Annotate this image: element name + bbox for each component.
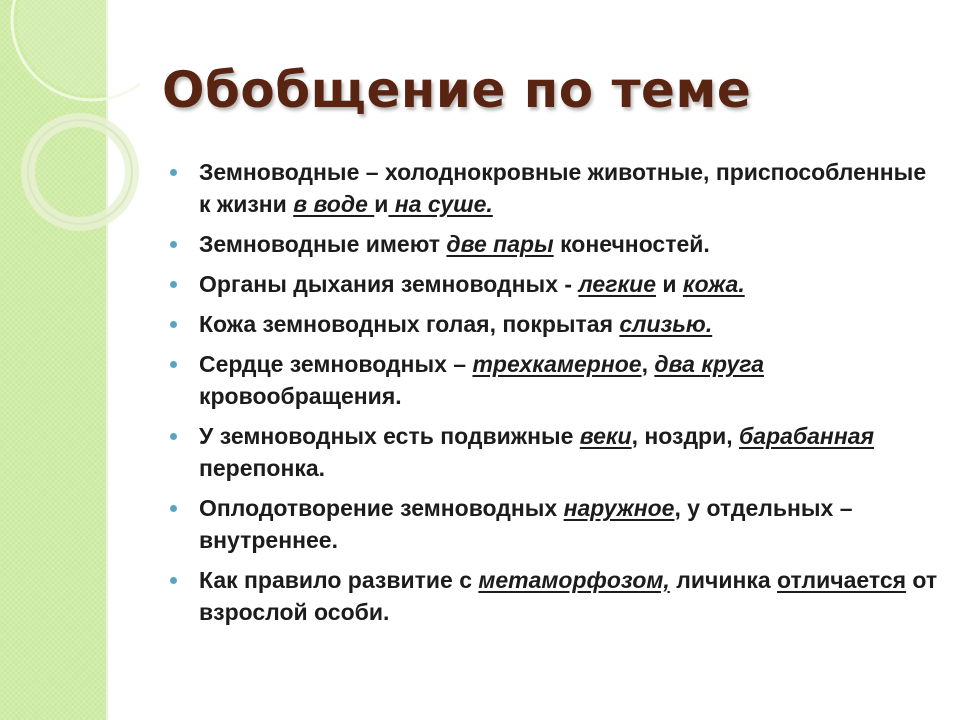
item-text: перепонка. [199,455,326,481]
answer-blank: трехкамерное [472,351,642,377]
answer-blank: кожа. [682,271,745,297]
bullet-dot-icon [170,577,177,584]
bullet-dot-icon [170,361,177,368]
item-text: , ноздри, [631,423,740,449]
item-text: , у отдельных – внутреннее. [199,495,853,553]
item-text: Органы дыхания земноводных - [199,271,579,297]
bullet-dot-icon [170,321,177,328]
slide-title: Обобщение по теме [162,61,752,119]
list-item [168,492,938,556]
summary-list [168,156,938,636]
answer-blank: барабанная [739,423,875,449]
answer-blank: слизью. [619,311,713,337]
item-text: конечностей. [553,231,710,257]
item-text: кровообращения. [199,383,402,409]
answer-blank: наружное [563,495,675,521]
list-item [168,228,938,260]
answer-blank: на суше. [388,191,493,217]
answer-blank: два круга [654,351,764,377]
item-text: от взрослой особи. [199,567,938,625]
item-text: Как правило развитие с [199,567,479,593]
underlined-word: отличается [777,567,907,593]
item-text: , [641,351,655,377]
list-item [168,268,938,300]
list-item [168,348,938,412]
item-text: личинка [669,567,778,593]
item-text: и [656,271,683,297]
list-item [168,156,938,220]
bullet-dot-icon [170,505,177,512]
bullet-dot-icon [170,281,177,288]
item-text: Земноводные имеют [199,231,447,257]
decorative-rings [0,0,140,260]
item-text: У земноводных есть подвижные [199,423,580,449]
bullet-dot-icon [170,169,177,176]
bullet-dot-icon [170,433,177,440]
item-text: и [374,191,389,217]
item-text: Сердце земноводных – [199,351,473,377]
answer-blank: метаморфозом, [478,567,670,593]
list-item [168,308,938,340]
item-text: Кожа земноводных голая, покрытая [199,311,620,337]
item-text: Земноводные – холоднокровные животные, приспособленные к жизни [199,159,927,217]
answer-blank: две пары [446,231,554,257]
item-text: Оплодотворение земноводных [199,495,564,521]
answer-blank: легкие [578,271,656,297]
list-item [168,420,938,484]
bullet-dot-icon [170,241,177,248]
answer-blank: в воде [293,191,375,217]
list-item [168,564,938,628]
answer-blank: веки [579,423,632,449]
